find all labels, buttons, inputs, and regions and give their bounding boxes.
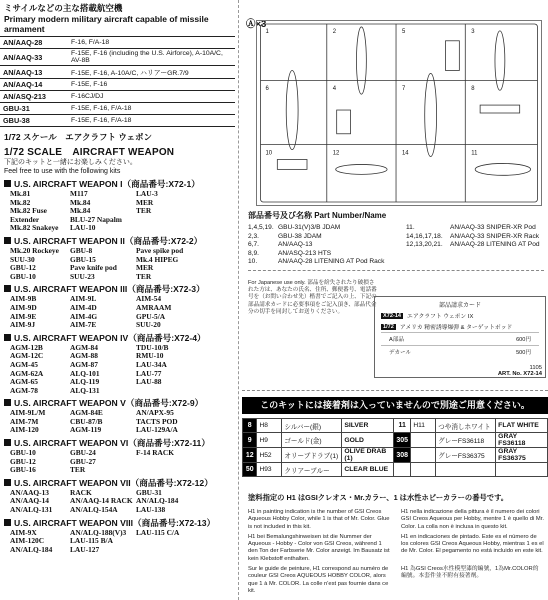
svg-text:2: 2 xyxy=(332,28,337,35)
armament-weapon: GBU-31 xyxy=(0,103,68,115)
language-note: H1 en indicaciones de pintado. Este es el número de los colores GSI Creos Aqueous Hobby, mientras 1 es el de Mr. Color. El pegamento no está incluido en este kit. xyxy=(401,533,544,555)
weapon-set-title xyxy=(4,518,231,529)
bullet-square-icon xyxy=(4,439,11,446)
weapon-item: AGM-12C xyxy=(10,351,44,361)
hobby-color-code xyxy=(411,463,436,477)
weapon-item: LAU-88 xyxy=(136,377,162,387)
bullet-square-icon xyxy=(4,479,11,486)
weapon-item: AGM-62A xyxy=(10,368,44,378)
weapon-item: GBU-12 xyxy=(10,456,36,466)
weapon-item: AGM-88 xyxy=(70,351,98,361)
color-name-jp: グレーFS36118 xyxy=(436,433,496,448)
weapon-item: AN/ALQ-131 xyxy=(10,505,53,515)
order-card-code: X72-14 xyxy=(383,312,402,319)
parts-list xyxy=(248,224,546,267)
bullet-square-icon xyxy=(4,285,11,292)
weapon-set-title-text: U.S. AIRCRAFT WEAPON I（商品番号:X72-1） xyxy=(14,179,200,189)
weapon-item: GBU-10 xyxy=(10,448,36,458)
weapon-set-items xyxy=(4,529,231,555)
weapon-item: TACTS POD xyxy=(136,416,178,426)
svg-text:3: 3 xyxy=(471,28,475,35)
bullet-square-icon xyxy=(4,180,11,187)
color-name-jp: ゴールド(金) xyxy=(282,433,342,448)
weapon-item: AN/ALQ-184 xyxy=(136,496,179,506)
weapon-item: LAU-34A xyxy=(136,359,167,369)
weapon-set xyxy=(0,395,235,435)
weapon-item: AIM-9X xyxy=(10,527,37,537)
weapon-item: GBU-8 xyxy=(70,245,93,255)
weapon-item: AIM-9D xyxy=(10,302,37,312)
parts-sprue-diagram xyxy=(256,20,542,206)
part-number: 2,3. xyxy=(248,232,259,240)
weapon-item xyxy=(136,458,231,467)
weapon-item: TER xyxy=(70,465,86,475)
armament-row xyxy=(0,49,235,66)
color-number xyxy=(394,463,411,477)
svg-text:1: 1 xyxy=(265,28,269,35)
bullet-square-icon xyxy=(4,334,11,341)
weapon-item: CBU-87/B xyxy=(70,416,103,426)
weapon-item: M117 xyxy=(70,189,88,198)
weapon-item xyxy=(136,537,231,546)
armament-row xyxy=(0,79,235,91)
weapon-item: TDU-10/B xyxy=(136,342,169,352)
weapon-item: GBU-27 xyxy=(70,456,96,466)
armament-aircraft: F-15E, F-16 (including the U.S. Airforce), A-10A/C, AV-8B xyxy=(68,49,235,66)
weapon-item: Pave knife pod xyxy=(70,263,117,273)
hobby-color-code: H8 xyxy=(257,419,282,433)
bullet-square-icon xyxy=(4,519,11,526)
armament-weapon: AN/AAQ-28 xyxy=(0,37,68,49)
scale-title-en: 1/72 SCALE AIRCRAFT WEAPON xyxy=(4,147,175,158)
part-name xyxy=(450,250,546,259)
part-name: AN/AAQ-13 xyxy=(278,241,313,248)
color-number: 9 xyxy=(243,433,257,448)
weapon-item: ALQ-119 xyxy=(70,377,100,387)
weapon-item: AGM-65 xyxy=(10,377,38,387)
svg-text:10: 10 xyxy=(265,150,273,157)
part-number: 14,16,17,18. xyxy=(406,232,443,240)
color-table xyxy=(242,418,548,477)
weapon-item: AGM-78 xyxy=(10,385,38,395)
weapon-item: GPU-5/A xyxy=(136,311,166,321)
armament-aircraft: F-15E, F-16 xyxy=(68,79,235,91)
weapon-item: AN/ALQ-188(V)3 xyxy=(70,527,127,537)
armament-table xyxy=(0,37,235,127)
part-name: AN/AAQ-28 LITENING AT Pod xyxy=(450,241,540,248)
cut-line xyxy=(242,390,548,391)
weapon-item: MER xyxy=(136,263,154,273)
hobby-color-code xyxy=(411,448,436,463)
part-number xyxy=(406,258,450,267)
weapon-item: SUU-30 xyxy=(10,254,35,264)
weapon-item: AIM-9E xyxy=(10,311,37,321)
bullet-square-icon xyxy=(4,237,11,244)
order-card-desc: アメリカ 精密誘導爆弾 & ターゲットポッド xyxy=(399,325,513,331)
color-number: 308 xyxy=(394,448,411,463)
color-number: 305 xyxy=(394,433,411,448)
color-number: 12 xyxy=(243,448,257,463)
armament-title-en: Primary modern military aircraft capable of missile armament xyxy=(0,14,235,37)
scale-sub-jp: 下記のキットと一緒にお楽しみください。 xyxy=(4,159,137,166)
weapon-item xyxy=(136,224,231,233)
weapon-sets xyxy=(0,176,235,554)
weapon-item: Mk.84 xyxy=(70,197,91,207)
weapon-set-title-text: U.S. AIRCRAFT WEAPON III（商品番号:X72-3） xyxy=(14,284,205,295)
multilingual-notes xyxy=(248,509,544,598)
weapon-item: Extender xyxy=(10,214,40,224)
weapon-set-title-text: U.S. AIRCRAFT WEAPON II（商品番号:X72-2） xyxy=(14,235,203,246)
weapon-item: AGM-87 xyxy=(70,359,98,369)
color-number: 50 xyxy=(243,463,257,477)
weapon-set xyxy=(0,475,235,515)
svg-text:14: 14 xyxy=(401,150,409,157)
weapon-set-title-text: U.S. AIRCRAFT WEAPON VII（商品番号:X72-12） xyxy=(14,477,213,488)
part-name: AN/AAQ-28 LITENING AT Pod Rack xyxy=(278,258,385,265)
glue-banner: このキットには接着剤は入っていませんので別途ご用意ください。 xyxy=(242,397,548,414)
weapon-item: TER xyxy=(136,206,152,216)
scale-sub-en: Feel free to use with the following kits xyxy=(4,168,121,175)
weapon-item: AIM-9L xyxy=(70,294,97,304)
weapon-item xyxy=(136,216,231,225)
svg-text:5: 5 xyxy=(401,28,406,35)
weapon-set-title-text: U.S. AIRCRAFT WEAPON V（商品番号:X72-9） xyxy=(14,398,204,409)
language-note: H1 nella indicazione della pittura è il numero dei colori GSI Creos Aqueous per Hobby, mentre 1 è quello di Mr. Color. La colla non è inclusa in questo kit. xyxy=(401,509,544,530)
hobby-color-code xyxy=(411,433,436,448)
scale-title-jp: 1/72 スケール エアクラフト ウェポン xyxy=(4,132,153,142)
armament-row xyxy=(0,103,235,115)
part-name: AN/ASQ-213 HTS xyxy=(278,249,332,257)
svg-text:4: 4 xyxy=(332,86,337,93)
weapon-item: GBU-24 xyxy=(70,448,96,458)
order-line1-label: A部品 xyxy=(389,337,404,343)
weapon-item: GBU-16 xyxy=(10,465,36,475)
weapon-item: LAU-3 xyxy=(136,189,158,198)
weapon-item: AGM-84 xyxy=(70,342,98,352)
weapon-item: LAU-10 xyxy=(70,223,96,233)
weapon-set-title xyxy=(4,179,231,190)
weapon-item: AN/ALQ-184 xyxy=(10,544,53,554)
armament-weapon: AN/AAQ-14 xyxy=(0,79,68,91)
weapon-set-items xyxy=(4,295,231,329)
color-name-en: GOLD xyxy=(342,433,394,448)
weapon-set xyxy=(0,281,235,329)
weapon-item: GBU-12 xyxy=(10,263,36,273)
armament-aircraft: F-16, F/A-18 xyxy=(68,37,235,49)
armament-title-jp: ミサイルなどの主な搭載航空機 xyxy=(4,3,123,13)
weapon-item: Mk.20 Rockeye xyxy=(10,245,59,255)
weapon-item: GBU-31 xyxy=(136,487,162,497)
armament-row xyxy=(0,115,235,127)
weapon-item: AIM-9J xyxy=(10,320,36,330)
weapon-item: AIM-9L/M xyxy=(10,408,46,418)
armament-aircraft: F-16CJ/DJ xyxy=(68,91,235,103)
weapon-item: AIM-4D xyxy=(70,302,97,312)
weapon-item: AN/AAQ-14 RACK xyxy=(70,496,133,506)
part-number: 8,9. xyxy=(248,249,259,257)
weapon-item xyxy=(136,466,231,475)
weapon-item: AIM-7E xyxy=(70,320,97,330)
weapon-item: AIM-54 xyxy=(136,294,162,304)
part-number: 1,4,5,19. xyxy=(248,224,274,231)
order-card-scale: 1/72 xyxy=(383,323,394,330)
weapon-item: LAU-129A/A xyxy=(136,425,178,435)
weapon-item: ALQ-131 xyxy=(70,385,100,395)
weapon-set xyxy=(0,176,235,233)
color-name-en: FLAT WHITE xyxy=(496,419,548,433)
color-name-jp xyxy=(436,463,496,477)
weapon-item: BLU-27 Napalm xyxy=(70,214,122,224)
weapon-item: AN/ALQ-154A xyxy=(70,505,118,515)
part-number: 6,7. xyxy=(248,241,259,248)
hobby-color-code: H9 xyxy=(257,433,282,448)
color-note: 塗料指定の H1 はGSIクレオス・Mr.カラー、1 は水性ホビーカラーの番号です。 xyxy=(248,493,509,502)
armament-aircraft: F-15E, F-16, F/A-18 xyxy=(68,103,235,115)
weapon-item: Pave spike pod xyxy=(136,245,184,255)
weapon-item: AN/AAQ-14 xyxy=(10,496,50,506)
color-name-en: CLEAR BLUE xyxy=(342,463,394,477)
part-name: AN/AAQ-33 SNIPER-XR Rack xyxy=(450,232,540,240)
part-name xyxy=(450,258,546,267)
order-line2-price: 500円 xyxy=(516,350,531,356)
weapon-set xyxy=(0,515,235,555)
weapon-item: SUU-23 xyxy=(70,271,95,281)
japan-note: For Japanese use only. 部品を紛失されたり破損された方は、あなたの氏名、住所、郵便番号、電話番号を（お問い合わせ先）楷書でご記入の上、下記の部品請求カードに必要事項をご記入頂き、部品代金分の切手を同封してお送りください。 xyxy=(248,280,377,315)
weapon-set-items xyxy=(4,190,231,233)
weapon-item: AGM-12B xyxy=(10,342,43,352)
parts-title: 部品番号及び名称 Part Number/Name xyxy=(248,211,387,220)
weapon-set-title-text: U.S. AIRCRAFT WEAPON VI（商品番号:X72-11） xyxy=(14,438,210,449)
weapon-item: AN/APX-95 xyxy=(136,408,174,418)
armament-row xyxy=(0,37,235,49)
weapon-item: AIM-4G xyxy=(70,311,98,321)
color-name-en: GRAY FS36375 xyxy=(496,448,548,463)
weapon-set-items xyxy=(4,344,231,396)
weapon-item: AGM-84E xyxy=(70,408,103,418)
weapon-set-title-text: U.S. AIRCRAFT WEAPON IV（商品番号:X72-4） xyxy=(14,332,206,343)
color-name-jp: つや消しホワイト xyxy=(436,419,496,433)
weapon-item: Mk.4 HIPEG xyxy=(136,254,179,264)
right-column xyxy=(242,0,548,600)
color-name-jp: グレーFS36375 xyxy=(436,448,496,463)
language-note: H1 為GSI Creos水性模型漆的編號，1為Mr.COLOR的編號。本套件並不附有接著劑。 xyxy=(401,566,539,580)
part-name: GBU-31(V)3/B JDAM xyxy=(278,224,341,231)
armament-row xyxy=(0,91,235,103)
bullet-square-icon xyxy=(4,399,11,406)
color-name-en xyxy=(496,463,548,477)
weapon-set-items xyxy=(4,449,231,475)
part-number: 11. xyxy=(406,224,415,231)
dashed-separator xyxy=(248,270,544,271)
order-date: 1105 xyxy=(529,365,542,371)
svg-text:8: 8 xyxy=(471,86,475,93)
color-row xyxy=(243,419,548,433)
part-name: AN/AAQ-33 SNIPER-XR Pod xyxy=(450,224,536,231)
art-number xyxy=(498,365,542,377)
weapon-item: AIM-9B xyxy=(10,294,37,304)
weapon-item: MER xyxy=(136,197,154,207)
weapon-set-title-text: U.S. AIRCRAFT WEAPON VIII（商品番号:X72-13） xyxy=(14,517,216,528)
color-number: 11 xyxy=(394,419,411,433)
weapon-item: Mk.82 Fuse xyxy=(10,206,47,216)
armament-weapon: GBU-38 xyxy=(0,115,68,127)
order-line1-price: 600円 xyxy=(516,337,531,343)
color-row xyxy=(243,463,548,477)
language-note: H1 bei Bemalungshinweisen ist die Nummer der Aqueous - Hobby - Color von GSI Creos, während 1 den Ton der Farbserie Mr. Color anzeigt. Im Bausatz ist kein Klebstoff enthalten. xyxy=(248,533,390,562)
svg-text:6: 6 xyxy=(265,86,269,93)
weapon-item: LAU-115 C/A xyxy=(136,527,180,537)
color-number: 8 xyxy=(243,419,257,433)
weapon-set xyxy=(0,233,235,281)
order-card-title: 部品請求カード xyxy=(438,303,481,309)
weapon-item: AMRAAM xyxy=(136,302,172,312)
weapon-item: F-14 RACK xyxy=(136,448,174,458)
armament-weapon: AN/ASQ-213 xyxy=(0,91,68,103)
order-line2-label: デカール xyxy=(389,350,412,356)
assembly-label: Ⓐ×3 xyxy=(246,19,267,30)
weapon-item: Mk.82 Snakeye xyxy=(10,223,59,233)
weapon-set-items xyxy=(4,247,231,281)
weapon-item: LAU-127 xyxy=(70,544,100,554)
armament-aircraft: F-15E, F-16, F/A-18 xyxy=(68,115,235,127)
svg-text:12: 12 xyxy=(332,150,340,157)
weapon-item: TER xyxy=(136,271,152,281)
weapon-item xyxy=(136,546,231,555)
weapon-set-items xyxy=(4,489,231,515)
color-row xyxy=(243,433,548,448)
weapon-item: RACK xyxy=(70,487,92,497)
armament-weapon: AN/AAQ-33 xyxy=(0,49,68,66)
color-name-en: OLIVE DRAB (1) xyxy=(342,448,394,463)
art-no-label: ART. No. X72-14 xyxy=(497,371,542,377)
part-number: 12,13,20,21. xyxy=(406,241,443,248)
color-row xyxy=(243,448,548,463)
weapon-set-title xyxy=(4,438,231,449)
svg-text:7: 7 xyxy=(401,86,406,93)
part-number xyxy=(406,250,450,259)
part-name: GBU-38 JDAM xyxy=(278,232,322,240)
weapon-set-title xyxy=(4,284,231,295)
color-name-en: GRAY FS36118 xyxy=(496,433,548,448)
armament-row xyxy=(0,66,235,79)
weapon-item xyxy=(136,387,231,396)
order-card-name: エアクラフト ウェポン IX xyxy=(407,314,474,320)
weapon-item: ALQ-101 xyxy=(70,368,100,378)
language-note: H1 in painting indication is the number of GSI Creos Aqueous Hobby Color, while 1 is that of Mr. Color. Glue is not included in this kit. xyxy=(248,509,390,530)
weapon-item: AGM-45 xyxy=(10,359,38,369)
svg-text:11: 11 xyxy=(471,150,478,157)
weapon-item: LAU-77 xyxy=(136,368,162,378)
weapon-item: AN/AAQ-13 xyxy=(10,487,50,497)
weapon-item: SUU-20 xyxy=(136,320,161,330)
part-number: 10. xyxy=(248,258,258,265)
weapon-set-items xyxy=(4,409,231,435)
weapon-item: RMU-10 xyxy=(136,351,164,361)
weapon-item: AGM-119 xyxy=(70,425,102,435)
left-column xyxy=(0,0,235,600)
weapon-set xyxy=(0,435,235,475)
weapon-item: LAU-115 B/A xyxy=(70,536,113,546)
armament-aircraft: F-15E, F-16, A-10A/C, ハリアーGR.7/9 xyxy=(68,66,235,79)
weapon-item: AIM-7M xyxy=(10,416,39,426)
hobby-color-code: H93 xyxy=(257,463,282,477)
hobby-color-code: H52 xyxy=(257,448,282,463)
weapon-item: LAU-138 xyxy=(136,505,166,515)
weapon-item: Mk.84 xyxy=(70,206,91,216)
weapon-item: Mk.82 xyxy=(10,197,31,207)
fold-divider xyxy=(238,0,239,600)
weapon-item: AIM-120 xyxy=(10,425,39,435)
language-note: Sur le guide de peinture, H1 correspond au numéro de couleur GSI Creos AQUEOUS HOBBY COLOR, alors que 1 à Mr. COLOR. La colle n'est pas fournie dans ce kit. xyxy=(248,566,389,594)
hobby-color-code: H11 xyxy=(411,419,436,433)
weapon-set xyxy=(0,330,235,396)
armament-weapon: AN/AAQ-13 xyxy=(0,66,68,79)
weapon-item: Mk.81 xyxy=(10,189,31,198)
weapon-item: GBU-15 xyxy=(70,254,96,264)
weapon-item: AIM-120C xyxy=(10,536,45,546)
color-name-jp: クリアーブルー xyxy=(282,463,342,477)
color-name-jp: オリーブドラブ(1) xyxy=(282,448,342,463)
color-name-en: SILVER xyxy=(342,419,394,433)
color-name-jp: シルバー(銀) xyxy=(282,419,342,433)
weapon-item: GBU-10 xyxy=(10,271,36,281)
